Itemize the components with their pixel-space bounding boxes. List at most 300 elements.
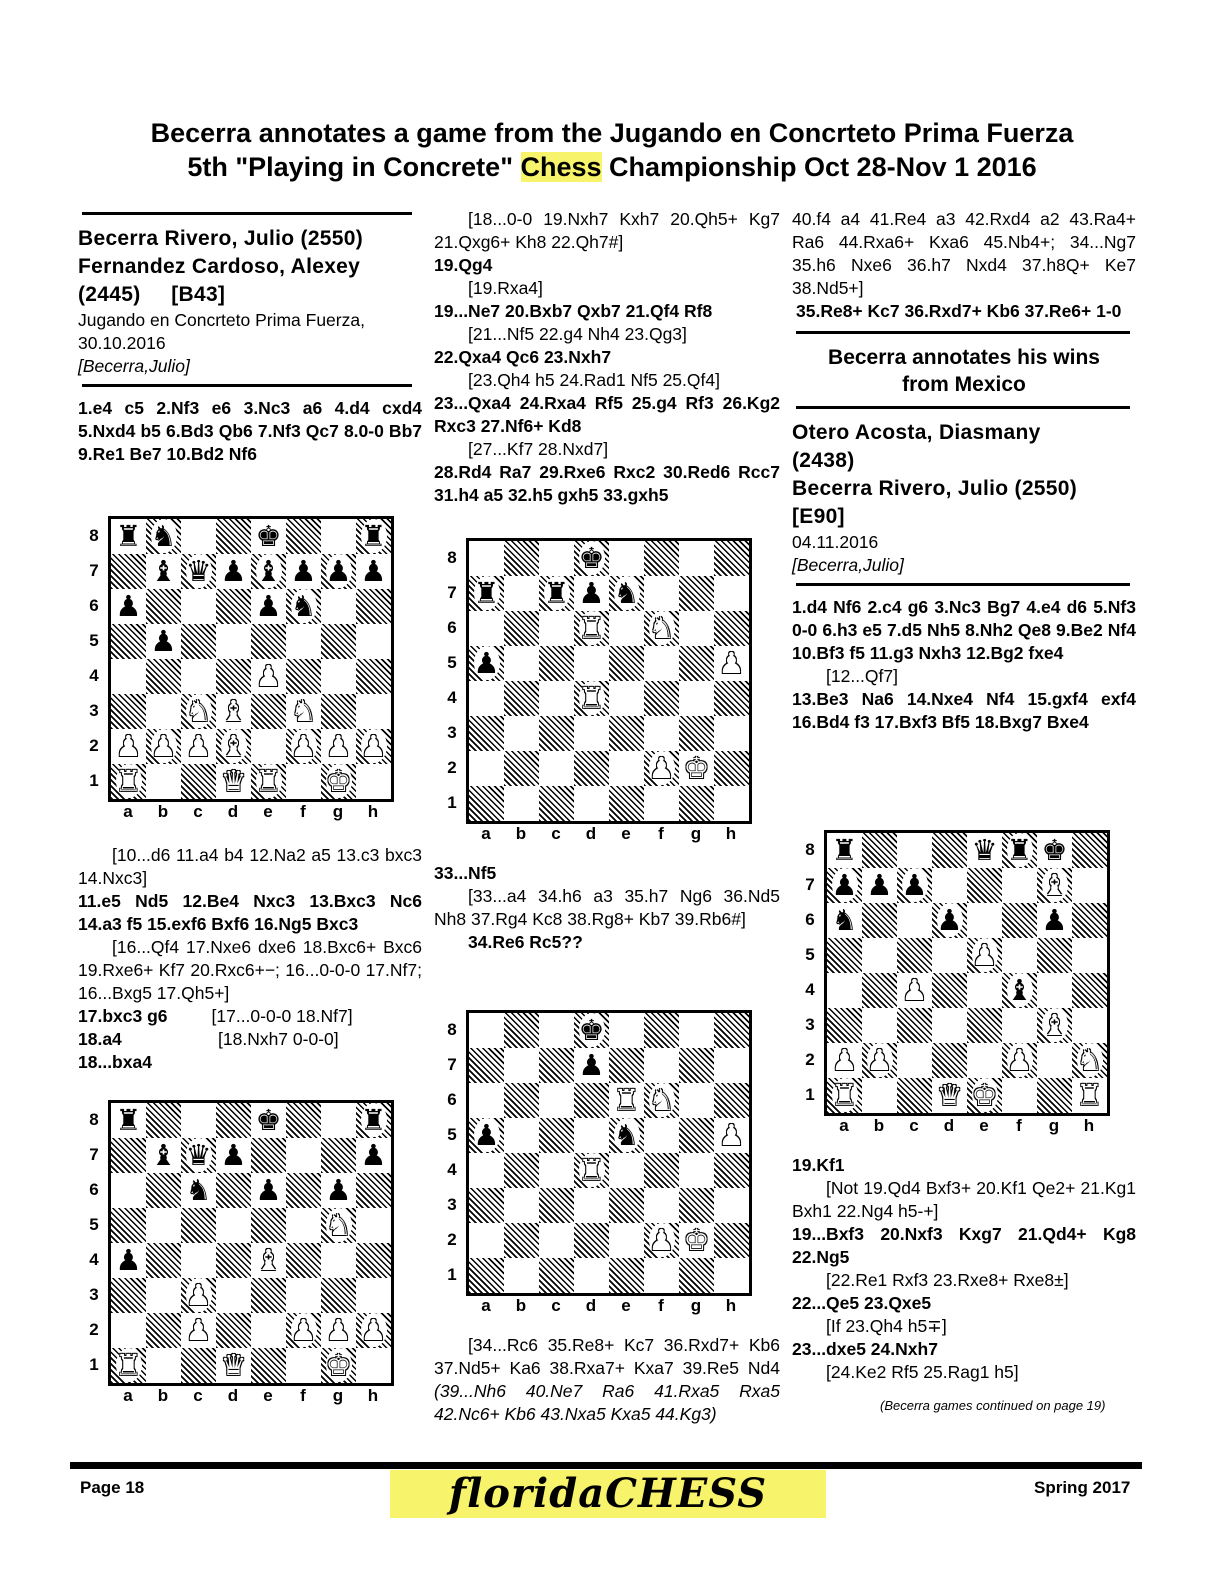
rank-label: 4 — [447, 688, 457, 707]
dark-square — [251, 1208, 286, 1243]
white-pawn-icon: ♟ — [901, 973, 928, 1007]
divider — [796, 583, 1130, 586]
light-square — [286, 1138, 321, 1173]
white-pawn-icon: ♟ — [115, 729, 142, 763]
dark-square — [504, 1153, 539, 1188]
white-knight-icon: ♞ — [290, 694, 317, 728]
dark-square — [251, 624, 286, 659]
light-square — [967, 973, 1002, 1008]
rank-label: 3 — [447, 723, 457, 742]
light-square — [469, 1013, 504, 1048]
file-label: f — [658, 1296, 664, 1315]
rank-label: 7 — [805, 875, 815, 894]
white-pawn-icon: ♟ — [648, 751, 675, 785]
rank-label: 1 — [89, 1355, 99, 1374]
dark-square — [609, 1258, 644, 1293]
rank-label: 5 — [447, 1125, 457, 1144]
dark-square — [1072, 903, 1107, 938]
rank-label: 2 — [89, 1320, 99, 1339]
black-player: Fernandez Cardoso, Alexey — [78, 255, 361, 278]
black-player-2: Becerra Rivero, Julio (2550) — [792, 477, 1078, 500]
dark-square — [146, 1243, 181, 1278]
note2-24: [24.Ke2 Rf5 25.Rag1 h5] — [826, 1362, 1019, 1382]
light-square — [181, 1243, 216, 1278]
dark-square — [111, 1278, 146, 1313]
light-square — [539, 1223, 574, 1258]
divider — [82, 384, 412, 387]
light-square — [609, 1223, 644, 1258]
dark-square — [609, 786, 644, 821]
dark-square — [574, 751, 609, 786]
file-label: b — [157, 802, 169, 821]
white-pawn-icon: ♟ — [325, 729, 352, 763]
white-knight-icon: ♞ — [648, 611, 675, 645]
black-rook-icon: ♜ — [360, 519, 387, 553]
light-square — [1037, 1043, 1072, 1078]
file-label: c — [551, 1296, 561, 1315]
light-square — [469, 751, 504, 786]
move2-19: 19.Kf1 — [792, 1155, 845, 1175]
rank-label: 2 — [447, 1230, 457, 1249]
light-square — [539, 611, 574, 646]
file-label: d — [585, 1296, 597, 1315]
dark-square — [504, 1223, 539, 1258]
light-square — [574, 1188, 609, 1223]
dark-square — [679, 576, 714, 611]
rank-label: 3 — [89, 701, 99, 720]
white-pawn-icon: ♟ — [971, 938, 998, 972]
light-square — [356, 1348, 391, 1383]
light-square — [897, 833, 932, 868]
footer-rule — [70, 1462, 1142, 1469]
file-label: c — [193, 802, 203, 821]
title-line-2: 5th "Playing in Concrete" Chess Championship Oct 28-Nov 1 2016 — [187, 152, 1037, 182]
light-square — [644, 576, 679, 611]
move-34: 34.Re6 Rc5?? — [468, 932, 583, 952]
magazine-logo: floridaCHESS — [390, 1470, 826, 1518]
rank-label: 6 — [805, 910, 815, 929]
light-square — [862, 938, 897, 973]
rank-label: 7 — [447, 583, 457, 602]
note-34-continued: 40.f4 a4 41.Re4 a3 42.Rxd4 a2 43.Ra4+ Ra6 44.Rxa6+ Kxa6 45.Nb4+; 34...Ng7 35.h6 Nxe6 36.h7 Nxd4 37.h8Q+ Ke7 38.Nd5+] — [792, 209, 1136, 298]
dark-square — [286, 659, 321, 694]
file-label: e — [979, 1116, 989, 1135]
light-square — [356, 764, 391, 799]
light-square — [356, 694, 391, 729]
white-king-icon: ♚ — [683, 1223, 710, 1257]
moves2-1-12: 1.d4 Nf6 2.c4 g6 3.Nc3 Bg7 4.e4 d6 5.Nf3 0-0 6.h3 e5 7.d5 Nh5 8.Nh2 Qe8 9.Be2 Nf4 10.Bf3 f5 11.g3 Nxh3 12.Bg2 fxe4 — [792, 597, 1136, 663]
note2-19: [Not 19.Qd4 Bxf3+ 20.Kf1 Qe2+ 21.Kg1 Bxh1 22.Ng4 h5-+] — [792, 1178, 1136, 1221]
light-square — [932, 1008, 967, 1043]
dark-square — [1072, 833, 1107, 868]
dark-square — [932, 973, 967, 1008]
rank-label: 2 — [447, 758, 457, 777]
note-16: [16...Qf4 17.Nxe6 dxe6 18.Bxc6+ Bxc6 19.Rxe6+ Kf7 20.Rxc6+−; 16...0-0-0 17.Nf7; 16...Bxg5 17.Qh5+] — [78, 937, 422, 1003]
white-queen-icon: ♛ — [220, 1348, 247, 1382]
dark-square — [897, 938, 932, 973]
white-rook-icon: ♜ — [1076, 1078, 1103, 1112]
rank-label: 3 — [447, 1195, 457, 1214]
dark-square — [932, 833, 967, 868]
black-pawn-icon: ♟ — [578, 576, 605, 610]
light-square — [1002, 1078, 1037, 1113]
light-square — [679, 611, 714, 646]
title-line-1: Becerra annotates a game from the Jugando en Concrteto Prima Fuerza — [150, 118, 1074, 148]
file-label: d — [227, 1386, 239, 1405]
white-pawn-icon: ♟ — [325, 1313, 352, 1347]
dark-square — [181, 624, 216, 659]
dark-square — [827, 1008, 862, 1043]
light-square — [504, 1188, 539, 1223]
rank-label: 3 — [89, 1285, 99, 1304]
dark-square — [286, 1243, 321, 1278]
section-heading: Becerra annotates his wins from Mexico — [828, 346, 1100, 396]
dark-square — [539, 1048, 574, 1083]
light-square — [469, 1083, 504, 1118]
light-square — [321, 659, 356, 694]
file-label: h — [1083, 1116, 1095, 1135]
annotator: [Becerra,Julio] — [78, 356, 190, 376]
move-28: 28.Rd4 Ra7 29.Rxe6 Rxc2 30.Red6 Rcc7 31.h4 a5 32.h5 gxh5 33.gxh5 — [434, 462, 780, 505]
dark-square — [504, 751, 539, 786]
light-square — [251, 1313, 286, 1348]
dark-square — [679, 716, 714, 751]
light-square — [181, 659, 216, 694]
dark-square — [111, 694, 146, 729]
column-1-lower — [78, 844, 422, 1074]
black-pawn-icon: ♟ — [255, 589, 282, 623]
light-square — [932, 938, 967, 973]
rank-label: 4 — [805, 980, 815, 999]
white-rook-icon: ♜ — [115, 1348, 142, 1382]
moves-11-16: 11.e5 Nd5 12.Be4 Nxc3 13.Bxc3 Nc6 14.a3 f5 15.exf6 Bxf6 16.Ng5 Bxc3 — [78, 891, 422, 934]
light-square — [216, 1278, 251, 1313]
dark-square — [356, 1173, 391, 1208]
issue-season: Spring 2017 — [1034, 1478, 1131, 1497]
white-king-icon: ♚ — [325, 1348, 352, 1382]
file-label: d — [943, 1116, 955, 1135]
light-square — [644, 646, 679, 681]
black-pawn-icon: ♟ — [1041, 903, 1068, 937]
black-pawn-icon: ♟ — [115, 589, 142, 623]
dark-square — [111, 624, 146, 659]
rank-label: 6 — [89, 596, 99, 615]
light-square — [469, 681, 504, 716]
board-grid — [466, 538, 752, 824]
dark-square — [286, 1173, 321, 1208]
move-33: 33...Nf5 — [434, 863, 497, 883]
note-23: [23.Qh4 h5 24.Rad1 Nf5 25.Qf4] — [468, 370, 720, 390]
light-square — [574, 646, 609, 681]
move-23b: 23...Qxa4 24.Rxa4 Rf5 25.g4 Rf3 26.Kg2 Rxc3 27.Nf6+ Kd8 — [434, 393, 780, 436]
light-square — [321, 1103, 356, 1138]
light-square — [1072, 938, 1107, 973]
light-square — [469, 1153, 504, 1188]
rank-label: 1 — [447, 793, 457, 812]
board-grid — [108, 516, 394, 802]
black-pawn-icon: ♟ — [360, 1138, 387, 1172]
white-bishop-icon: ♝ — [220, 729, 247, 763]
dark-square — [679, 1118, 714, 1153]
file-label: f — [300, 1386, 306, 1405]
file-label: g — [690, 1296, 702, 1315]
dark-square — [321, 1138, 356, 1173]
light-square — [469, 1223, 504, 1258]
light-square — [539, 1083, 574, 1118]
light-square — [146, 1348, 181, 1383]
light-square — [644, 1118, 679, 1153]
light-square — [504, 646, 539, 681]
file-label: b — [157, 1386, 169, 1405]
light-square — [181, 589, 216, 624]
light-square — [356, 1278, 391, 1313]
black-pawn-icon: ♟ — [578, 1048, 605, 1082]
file-label: h — [725, 824, 737, 843]
black-pawn-icon: ♟ — [150, 624, 177, 658]
dark-square — [714, 751, 749, 786]
dark-square — [539, 646, 574, 681]
chess-board-3 — [438, 538, 758, 854]
white-rook-icon: ♜ — [578, 611, 605, 645]
light-square — [1002, 868, 1037, 903]
move-17: 17.bxc3 g6 [17...0-0-0 18.Nf7] — [78, 1006, 353, 1026]
dark-square — [504, 1013, 539, 1048]
black-bishop-icon: ♝ — [150, 554, 177, 588]
dark-square — [111, 1208, 146, 1243]
white-pawn-icon: ♟ — [290, 1313, 317, 1347]
light-square — [644, 716, 679, 751]
column-2 — [434, 208, 780, 507]
file-label: g — [332, 802, 344, 821]
move-18: 18.a4 [18.Nxh7 0-0-0] — [78, 1029, 339, 1049]
light-square — [609, 611, 644, 646]
file-label: g — [690, 824, 702, 843]
dark-square — [1002, 903, 1037, 938]
note-34: [34...Rc6 35.Re8+ Kc7 36.Rxd7+ Kb6 37.Nd5+ Ka6 38.Rxa7+ Kxa7 39.Re5 Nd4 (39...Nh6 40.Ne7 Ra6 41.Rxa5 Rxa5 42.Nc6+ Kb6 43.Nxa5 Kxa5 44.Kg3) — [434, 1335, 780, 1424]
note-19: [19.Rxa4] — [468, 278, 543, 298]
file-label: e — [263, 802, 273, 821]
dark-square — [574, 1223, 609, 1258]
light-square — [967, 903, 1002, 938]
light-square — [897, 903, 932, 938]
light-square — [286, 1278, 321, 1313]
date-2: 04.11.2016 — [792, 532, 879, 552]
dark-square — [539, 1118, 574, 1153]
black-bishop-icon: ♝ — [1006, 973, 1033, 1007]
light-square — [862, 1008, 897, 1043]
white-rook-icon: ♜ — [613, 1083, 640, 1117]
light-square — [644, 1048, 679, 1083]
black-queen-icon: ♛ — [185, 1138, 212, 1172]
white-king-icon: ♚ — [683, 751, 710, 785]
rank-label: 7 — [447, 1055, 457, 1074]
light-square — [679, 1083, 714, 1118]
note-10: [10...d6 11.a4 b4 12.Na2 a5 13.c3 bxc3 14.Nxc3] — [78, 845, 422, 888]
black-king-icon: ♚ — [578, 541, 605, 575]
move2-23b: 23...dxe5 24.Nxh7 — [792, 1339, 938, 1359]
rank-label: 6 — [447, 618, 457, 637]
chess-board-1 — [80, 516, 400, 832]
light-square — [356, 1208, 391, 1243]
light-square — [539, 541, 574, 576]
light-square — [356, 624, 391, 659]
black-pawn-icon: ♟ — [220, 1138, 247, 1172]
board-grid — [824, 830, 1110, 1116]
move-35: 35.Re8+ Kc7 36.Rxd7+ Kb6 37.Re6+ 1-0 — [796, 301, 1122, 321]
dark-square — [609, 1048, 644, 1083]
light-square — [714, 786, 749, 821]
dark-square — [181, 764, 216, 799]
file-label: g — [1048, 1116, 1060, 1135]
dark-square — [216, 1313, 251, 1348]
note2-23: [If 23.Qh4 h5∓] — [826, 1316, 947, 1336]
dark-square — [286, 1103, 321, 1138]
board-grid — [108, 1100, 394, 1386]
rank-label: 8 — [89, 526, 99, 545]
dark-square — [504, 541, 539, 576]
light-square — [539, 1013, 574, 1048]
white-pawn-icon: ♟ — [718, 1118, 745, 1152]
white-knight-icon: ♞ — [648, 1083, 675, 1117]
white-knight-icon: ♞ — [185, 694, 212, 728]
dark-square — [356, 1243, 391, 1278]
file-label: a — [481, 824, 491, 843]
white-bishop-icon: ♝ — [255, 1243, 282, 1277]
dark-square — [862, 903, 897, 938]
file-label: a — [123, 802, 133, 821]
dark-square — [469, 1258, 504, 1293]
dark-square — [504, 611, 539, 646]
white-pawn-icon: ♟ — [718, 646, 745, 680]
dark-square — [862, 833, 897, 868]
black-pawn-icon: ♟ — [325, 554, 352, 588]
dark-square — [321, 694, 356, 729]
light-square — [1072, 868, 1107, 903]
highlighted-word: Chess — [520, 152, 602, 182]
light-square — [286, 1348, 321, 1383]
white-pawn-icon: ♟ — [360, 729, 387, 763]
dark-square — [469, 1048, 504, 1083]
light-square — [181, 519, 216, 554]
light-square — [146, 1208, 181, 1243]
date: 30.10.2016 — [78, 333, 166, 353]
black-queen-icon: ♛ — [971, 833, 998, 867]
dark-square — [146, 659, 181, 694]
rank-label: 2 — [805, 1050, 815, 1069]
dark-square — [714, 611, 749, 646]
light-square — [574, 1258, 609, 1293]
light-square — [539, 751, 574, 786]
move-19b: 19...Ne7 20.Bxb7 Qxb7 21.Qf4 Rf8 — [434, 301, 713, 321]
black-pawn-icon: ♟ — [473, 646, 500, 680]
dark-square — [1037, 938, 1072, 973]
dark-square — [216, 1243, 251, 1278]
dark-square — [714, 681, 749, 716]
rank-label: 8 — [805, 840, 815, 859]
dark-square — [1072, 973, 1107, 1008]
dark-square — [321, 1278, 356, 1313]
dark-square — [146, 1173, 181, 1208]
white-pawn-icon: ♟ — [150, 729, 177, 763]
rating-eco: (2445) [B43] — [78, 283, 226, 306]
file-label: h — [367, 1386, 379, 1405]
light-square — [251, 729, 286, 764]
light-square — [714, 1258, 749, 1293]
dark-square — [609, 716, 644, 751]
dark-square — [216, 1103, 251, 1138]
file-label: f — [1016, 1116, 1022, 1135]
white-queen-icon: ♛ — [220, 764, 247, 798]
chess-board-2 — [80, 1100, 400, 1416]
dark-square — [644, 681, 679, 716]
light-square — [504, 1048, 539, 1083]
white-pawn-icon: ♟ — [255, 659, 282, 693]
dark-square — [216, 519, 251, 554]
black-rook-icon: ♜ — [115, 1103, 142, 1137]
light-square — [216, 624, 251, 659]
dark-square — [111, 1138, 146, 1173]
light-square — [321, 519, 356, 554]
light-square — [111, 659, 146, 694]
dark-square — [679, 1258, 714, 1293]
divider — [796, 331, 1130, 334]
rank-label: 4 — [447, 1160, 457, 1179]
rank-label: 5 — [89, 631, 99, 650]
rank-label: 1 — [805, 1085, 815, 1104]
dark-square — [356, 659, 391, 694]
white-rook-icon: ♜ — [578, 1153, 605, 1187]
dark-square — [827, 938, 862, 973]
black-pawn-icon: ♟ — [936, 903, 963, 937]
file-label: e — [621, 1296, 631, 1315]
note-18: [18...0-0 19.Nxh7 Kxh7 20.Qh5+ Kg7 21.Qxg6+ Kh8 22.Qh7#] — [434, 209, 780, 252]
move2-19b: 19...Bxf3 20.Nxf3 Kxg7 21.Qd4+ Kg8 22.Ng5 — [792, 1224, 1136, 1267]
dark-square — [181, 1208, 216, 1243]
dark-square — [967, 1008, 1002, 1043]
moves2-13-18: 13.Be3 Na6 14.Nxe4 Nf4 15.gxf4 exf4 16.Bd4 f3 17.Bxf3 Bf5 18.Bxg7 Bxe4 — [792, 689, 1136, 732]
white-queen-icon: ♛ — [936, 1078, 963, 1112]
dark-square — [251, 1278, 286, 1313]
dark-square — [504, 1083, 539, 1118]
file-label: g — [332, 1386, 344, 1405]
note2-12: [12...Qf7] — [826, 666, 898, 686]
dark-square — [714, 1153, 749, 1188]
file-label: a — [839, 1116, 849, 1135]
light-square — [321, 589, 356, 624]
column-1 — [72, 208, 422, 466]
dark-square — [574, 1083, 609, 1118]
black-knight-icon: ♞ — [831, 903, 858, 937]
white-pawn-icon: ♟ — [831, 1043, 858, 1077]
file-label: d — [585, 824, 597, 843]
light-square — [504, 1258, 539, 1293]
white-king-icon: ♚ — [325, 764, 352, 798]
dark-square — [146, 589, 181, 624]
note-21: [21...Nf5 22.g4 Nh4 23.Qg3] — [468, 324, 687, 344]
column-3-lower — [792, 1154, 1136, 1384]
rank-label: 2 — [89, 736, 99, 755]
black-pawn-icon: ♟ — [473, 1118, 500, 1152]
black-pawn-icon: ♟ — [255, 1173, 282, 1207]
file-label: a — [481, 1296, 491, 1315]
dark-square — [146, 1313, 181, 1348]
light-square — [609, 541, 644, 576]
chess-board-5 — [796, 830, 1116, 1146]
light-square — [679, 1013, 714, 1048]
rank-label: 7 — [89, 561, 99, 580]
file-label: a — [123, 1386, 133, 1405]
file-label: b — [515, 824, 527, 843]
